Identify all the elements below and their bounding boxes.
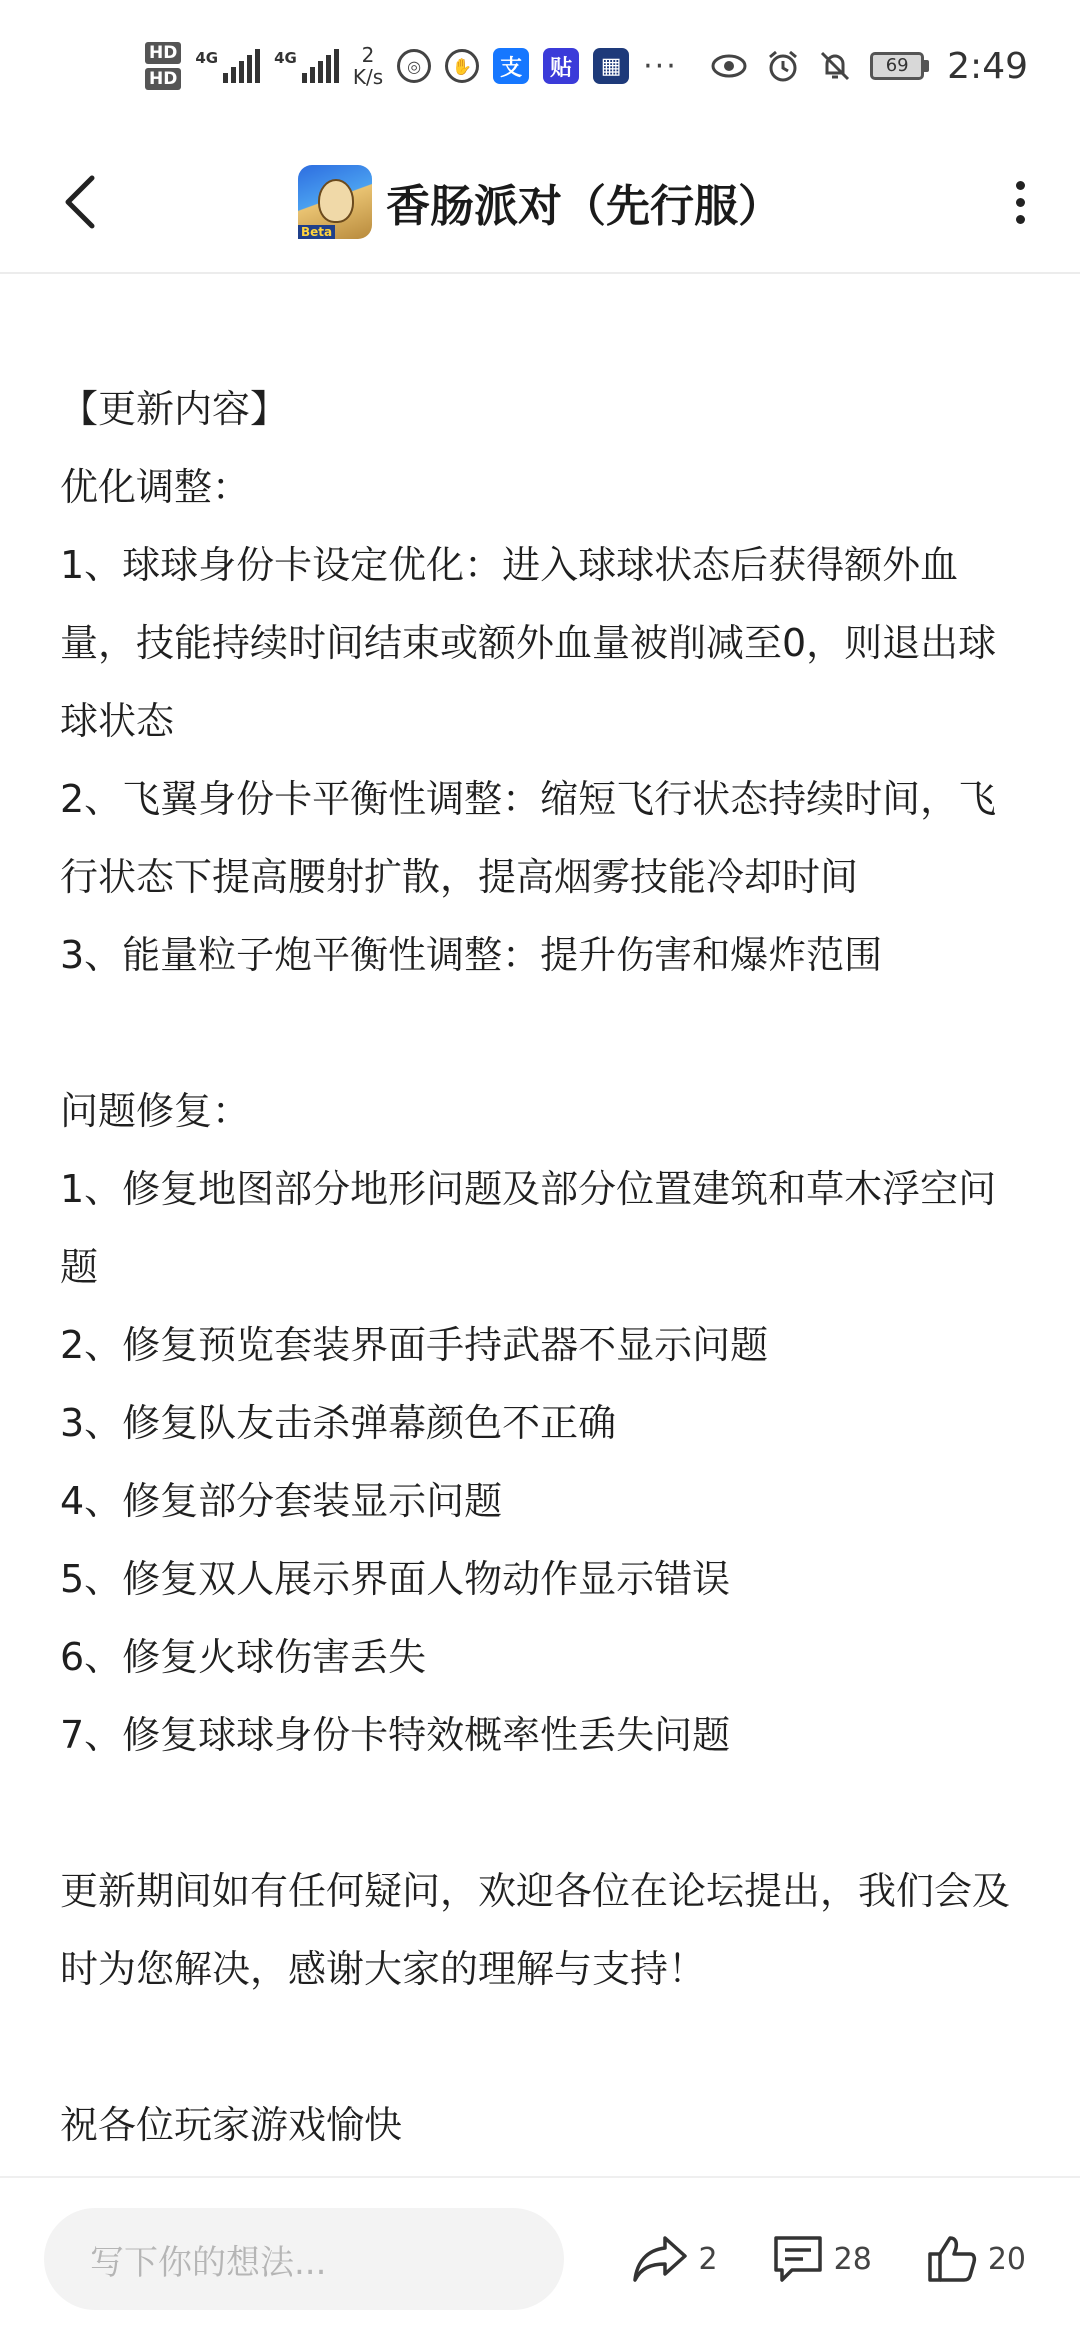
fix-item: 4、修复部分套装显示问题 (60, 1479, 503, 1523)
title-group (298, 165, 782, 239)
battery-level: 69 (870, 52, 924, 80)
cut-off-line: 祝各位玩家游戏愉快 (60, 2103, 403, 2147)
hand-icon: ✋ (445, 49, 479, 83)
article-body (0, 274, 1080, 2174)
spacer (60, 994, 1020, 1072)
hd-indicators (145, 42, 181, 90)
bottom-bar (0, 2176, 1080, 2340)
status-left (145, 42, 678, 90)
action-group (631, 2234, 1026, 2284)
sim1-signal-icon (195, 49, 260, 83)
closing-paragraph: 更新期间如有任何疑问，欢迎各位在论坛提出，我们会及时为您解决，感谢大家的理解与支持！ (60, 1869, 1011, 1991)
game-notification-icon: ▦ (593, 48, 629, 84)
sim2-signal-icon (274, 49, 339, 83)
optimize-item: 3、能量粒子炮平衡性调整：提升伤害和爆炸范围 (60, 933, 883, 977)
share-count: 2 (698, 2241, 718, 2277)
thumbs-up-icon (926, 2234, 978, 2284)
back-arrow-icon (60, 174, 100, 230)
beta-badge: Beta (298, 225, 335, 239)
hd-2-badge: HD (145, 68, 181, 90)
share-icon (631, 2234, 689, 2284)
fix-item: 2、修复预览套装界面手持武器不显示问题 (60, 1323, 769, 1367)
more-dot-icon (1016, 181, 1025, 190)
tieba-icon: 贴 (543, 48, 579, 84)
fix-item: 1、修复地图部分地形问题及部分位置建筑和草木浮空问题 (60, 1167, 997, 1289)
optimize-item: 2、飞翼身份卡平衡性调整：缩短飞行状态持续时间，飞行状态下提高腰射扩散，提高烟雾技能冷却时间 (60, 777, 997, 899)
alipay-icon: 支 (493, 48, 529, 84)
fix-item: 6、修复火球伤害丢失 (60, 1635, 427, 1679)
game-app-icon[interactable] (298, 165, 372, 239)
more-options-button[interactable] (990, 166, 1050, 238)
optimize-item: 1、球球身份卡设定优化：进入球球状态后获得额外血量，技能持续时间结束或额外血量被削减至0，则退出球球状态 (60, 543, 997, 743)
battery-icon (870, 52, 929, 80)
comment-count: 28 (833, 2241, 872, 2277)
comment-input[interactable]: 写下你的想法... (44, 2208, 564, 2310)
page-title: 香肠派对（先行服） (386, 181, 782, 232)
bell-muted-icon (818, 49, 852, 83)
fix-item: 7、修复球球身份卡特效概率性丢失问题 (60, 1713, 731, 1757)
alarm-icon (766, 49, 800, 83)
like-count: 20 (987, 2241, 1026, 2277)
header (0, 132, 1080, 274)
network-speed-value: 2 (361, 43, 375, 67)
fix-item: 3、修复队友击杀弹幕颜色不正确 (60, 1401, 617, 1445)
status-bar (0, 0, 1080, 132)
hd-1-badge: HD (145, 42, 181, 64)
network-speed-unit: K/s (352, 65, 384, 89)
spacer (60, 1774, 1020, 1852)
status-right (710, 46, 1028, 87)
share-button[interactable] (631, 2234, 718, 2284)
eye-icon (710, 53, 748, 79)
network-speed (353, 44, 383, 88)
section-fix-title: 问题修复： (60, 1089, 251, 1133)
like-button[interactable] (926, 2234, 1026, 2284)
clock: 2:49 (947, 45, 1028, 87)
article-heading: 【更新内容】 (60, 387, 289, 431)
fix-item: 5、修复双人展示界面人物动作显示错误 (60, 1557, 731, 1601)
sim1-label: 4G (195, 49, 219, 67)
section-optimize-title: 优化调整： (60, 465, 251, 509)
more-notifications-icon: ··· (643, 48, 678, 84)
sim2-label: 4G (274, 49, 297, 67)
comment-icon (772, 2234, 824, 2284)
hotspot-icon: ◎ (397, 49, 431, 83)
comment-button[interactable] (772, 2234, 872, 2284)
back-button[interactable] (44, 166, 116, 238)
